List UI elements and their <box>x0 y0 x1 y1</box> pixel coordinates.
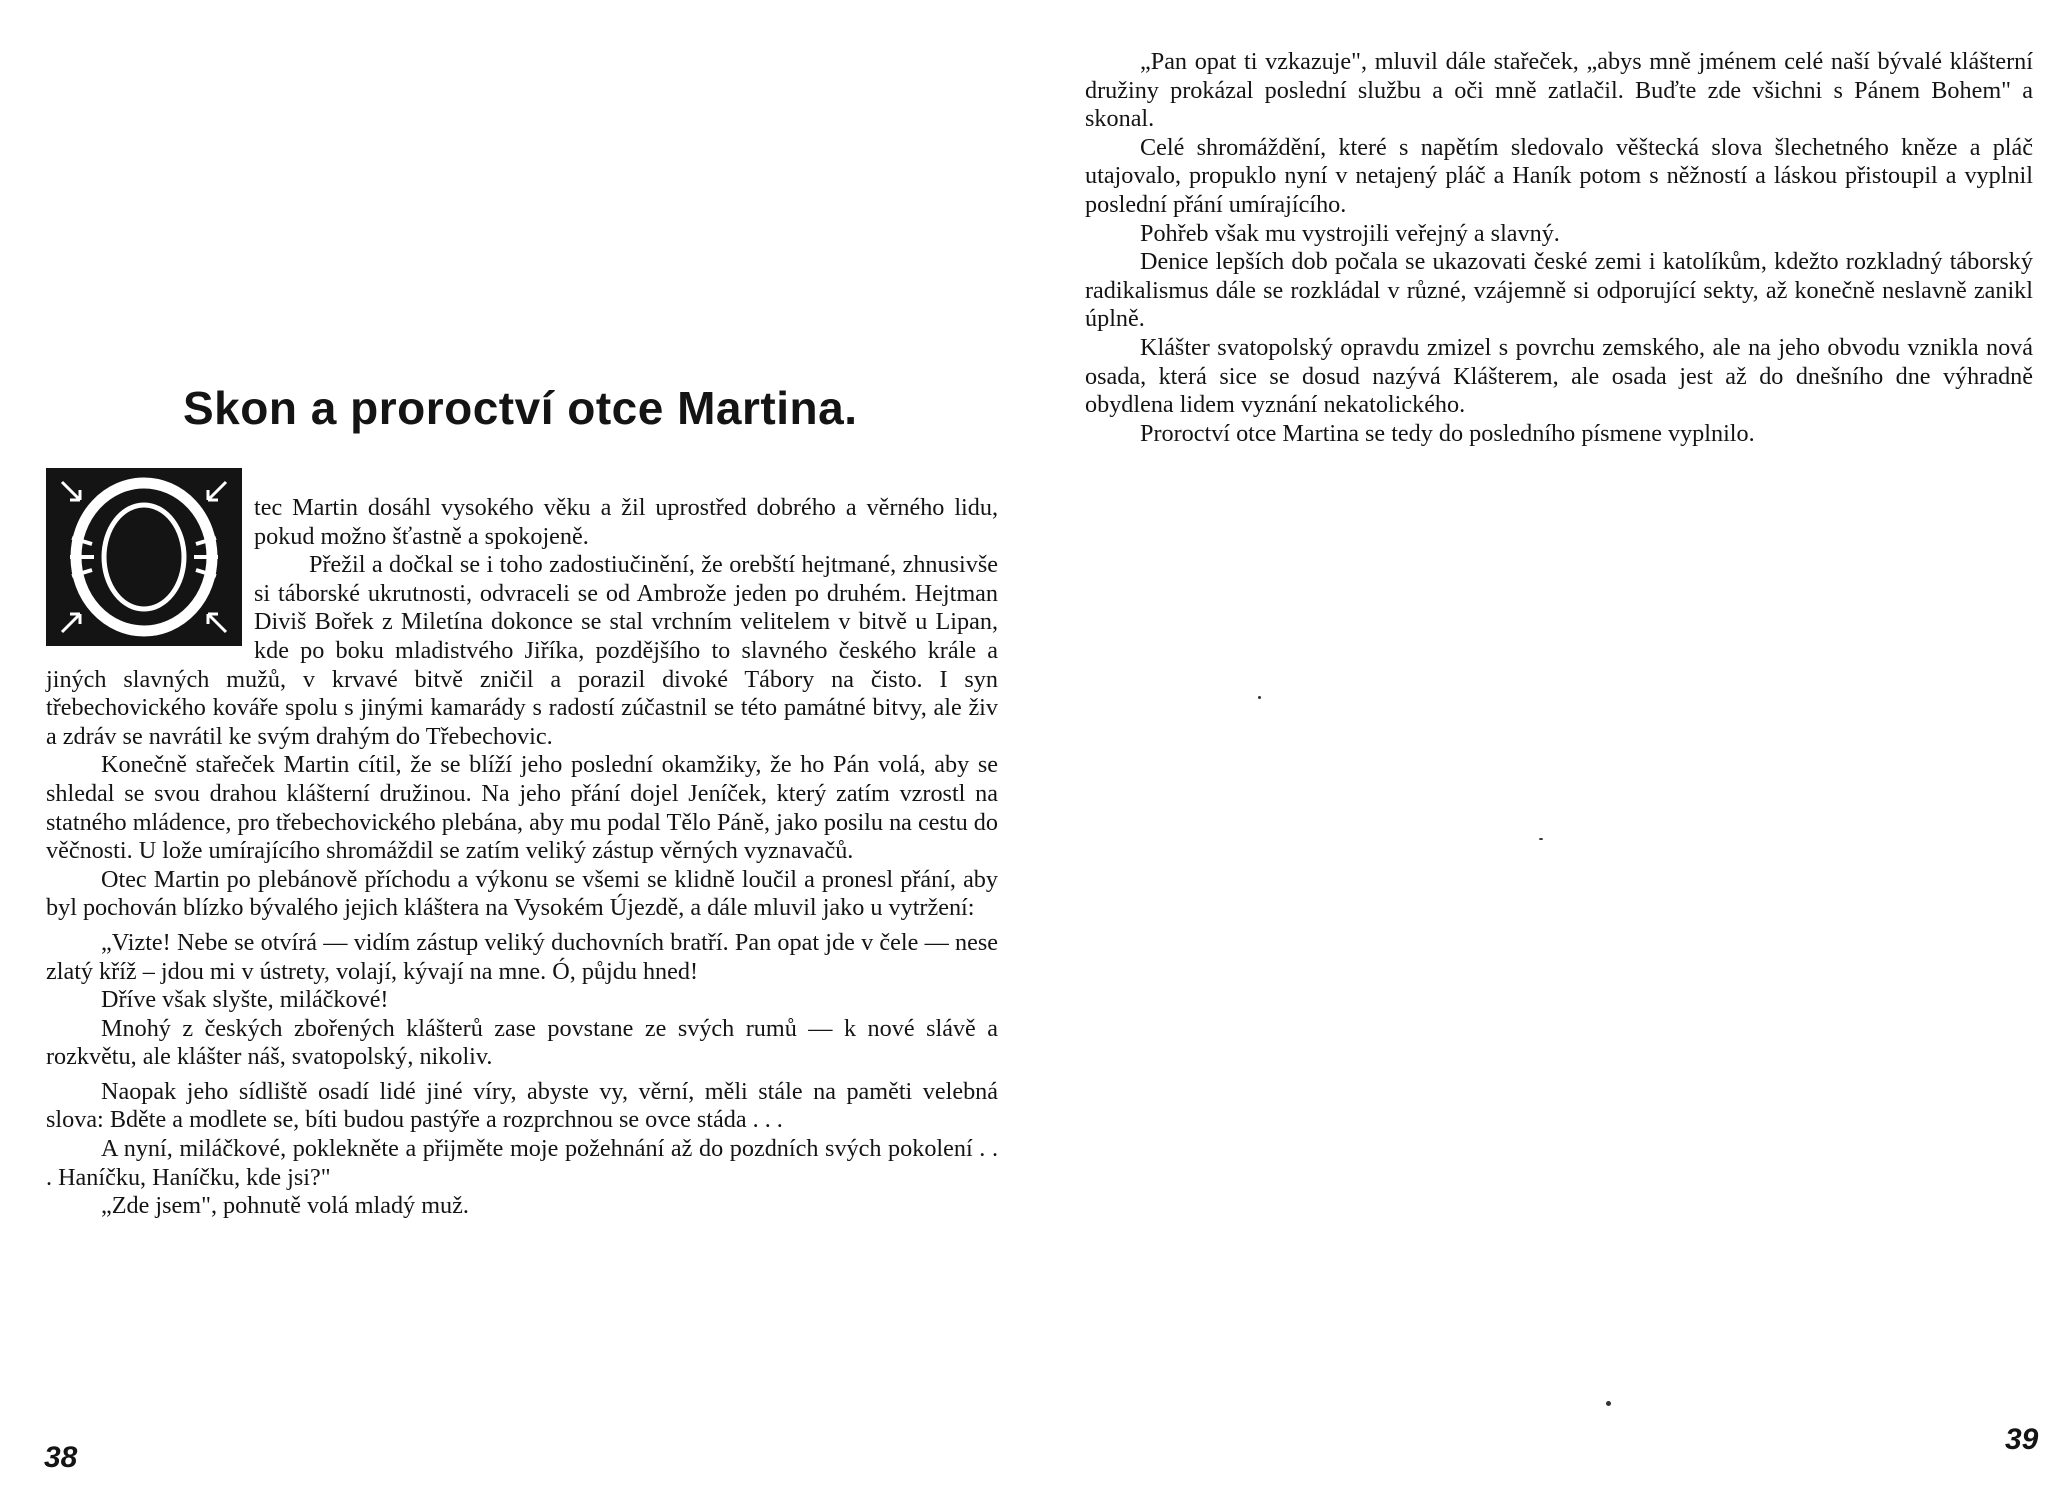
ornamental-letter-o-icon <box>46 468 242 646</box>
paragraph: „Vizte! Nebe se otvírá — vidím zástup veliký duchovních bratří. Pan opat jde v čele — nese zlatý kříž – jdou mi v ústrety, volají, kývají na mne. Ó, půjdu hned! <box>46 928 998 985</box>
print-speck <box>1539 838 1543 840</box>
paragraph: Mnohý z českých zbořených klášterů zase povstane ze svých rumů — k nové slávě a rozkvětu, ale klášter náš, svatopolský, nikoliv. <box>46 1014 998 1071</box>
paragraph: Přežil a dočkal se i toho zadostiučinění, že orebští hejtmané, zhnusivše si táborské ukrutnosti, odvraceli se od Ambrože jeden po druhém. Hejtman Diviš Bořek z Miletína dokonce se stal vrchním velitelem v bitvě u Lipan, kde po boku mladistvého Jiříka, pozdějšího to slavného českého krále a jiných slavných mužů, v krvavé bitvě zničil a porazil divoké Tábory na čisto. I syn třebechovického kováře spolu s jinými kamarády s radostí zúčastnil se této památné bitvy, ale živ a zdráv se navrátil ke svým drahým do Třebechovic. <box>46 551 998 750</box>
right-page <box>1036 0 2072 1500</box>
paragraph: A nyní, miláčkové, poklekněte a přijměte moje požehnání až do pozdních svých pokolení . . . Haníčku, Haníčku, kde jsi?" <box>46 1135 998 1191</box>
paragraph: Otec Martin po plebánově příchodu a výkonu se všemi se klidně loučil a pronesl přání, aby byl pochován blízko bývalého jejich kláštera na Vysokém Újezdě, a dále mluvil jako u vytržení: <box>46 865 998 922</box>
print-speck <box>1258 696 1261 699</box>
chapter-title: Skon a proroctví otce Martina. <box>183 382 858 434</box>
left-page-body <box>46 494 998 1221</box>
paragraph: Konečně stařeček Martin cítil, že se blíží jeho poslední okamžiky, že ho Pán volá, aby se shledal se svou drahou klášterní družinou. Na jeho přání dojel Jeníček, který zatím vzrostl na statného mládence, pro třebechovického plebána, aby mu podal Tělo Páně, jako posilu na cestu do věčnosti. U lože umírajícího shromáždil se zatím veliký zástup věrných vyznavačů. <box>46 751 998 865</box>
paragraph: Naopak jeho sídliště osadí lidé jiné víry, abyste vy, věrní, měli stále na paměti velebná slova: Bděte a modlete se, bíti budou pastýře a rozprchnou se ovce stáda . . . <box>46 1077 998 1134</box>
paragraph: „Pan opat ti vzkazuje", mluvil dále stařeček, „abys mně jménem celé naší bývalé klášterní družiny prokázal poslední službu a oči mně zatlačil. Buďte zde všichni s Pánem Bohem" a skonal. <box>1085 48 2033 133</box>
paragraph: Dříve však slyšte, miláčkové! <box>101 986 389 1014</box>
dropcap-initial <box>46 468 242 646</box>
page-number-left: 38 <box>44 1441 78 1474</box>
paragraph: tec Martin dosáhl vysokého věku a žil uprostřed dobrého a věrného lidu, pokud možno šťastně a spokojeně. <box>254 494 998 550</box>
right-page-body <box>1085 48 2033 448</box>
paragraph: Pohřeb však mu vystrojili veřejný a slavný. <box>1140 219 1560 247</box>
paragraph: „Zde jsem", pohnutě volá mladý muž. <box>101 1192 469 1220</box>
paragraph: Proroctví otce Martina se tedy do posledního písmene vyplnilo. <box>1140 419 1755 447</box>
print-speck <box>1606 1401 1611 1406</box>
paragraph: Celé shromáždění, které s napětím sledovalo věštecká slova šlechetného kněze a pláč utajovalo, propuklo nyní v netajený pláč a Haník potom s něžností a láskou přistoupil a vyplnil poslední přání umírajícího. <box>1085 133 2033 218</box>
page-number-right: 39 <box>2005 1423 2039 1456</box>
paragraph: Klášter svatopolský opravdu zmizel s povrchu zemského, ale na jeho obvodu vznikla nová osada, která sice se dosud nazývá Klášterem, ale osada jest až do dnešního dne výhradně obydlena lidem vyznání nekatolického. <box>1085 333 2033 419</box>
paragraph: Denice lepších dob počala se ukazovati české zemi i katolíkům, kdežto rozkladný táborský radikalismus dále se rozkládal v různé, vzájemně si odporující sekty, až konečně neslavně zanikl úplně. <box>1085 248 2033 333</box>
